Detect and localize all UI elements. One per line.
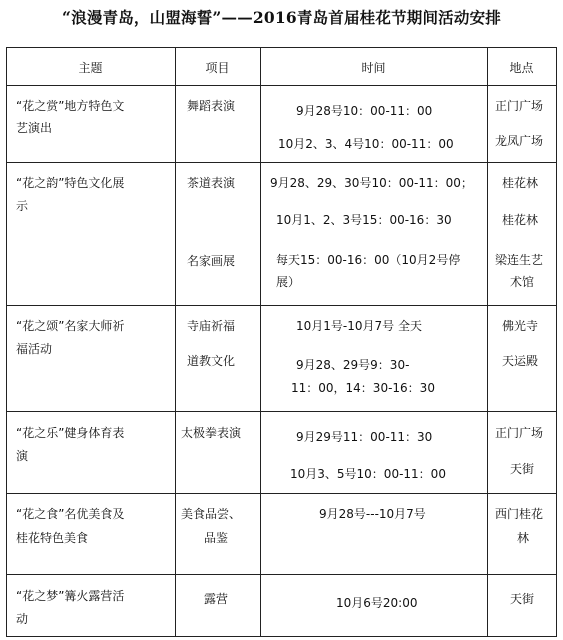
place-text: 龙凤广场: [495, 134, 544, 148]
theme-line: “花之颂”名家大师祈: [16, 319, 125, 333]
place-text: 天街: [510, 592, 535, 606]
header-theme: 主题: [78, 61, 103, 75]
theme-line: “花之梦”篝火露营活: [16, 589, 125, 603]
time-text: 9月28、29、30号10：00-11：00；: [270, 176, 473, 190]
time-text: 10月3、5号10：00-11：00: [290, 467, 446, 481]
item-text: 美食品尝、: [181, 507, 242, 521]
item-text: 品鉴: [204, 531, 229, 545]
place-text: 天街: [510, 462, 535, 476]
theme-line: 示: [16, 199, 29, 213]
item-text: 名家画展: [187, 254, 236, 268]
place-text: 正门广场: [495, 426, 544, 440]
time-text: 展）: [276, 275, 301, 289]
theme-line: 艺演出: [16, 121, 53, 135]
time-text: 10月2、3、4号10：00-11：00: [278, 137, 454, 151]
time-text: 9月28、29号9：30-: [296, 358, 410, 372]
header-place: 地点: [509, 61, 534, 75]
time-text: 9月28号10：00-11：00: [296, 104, 433, 118]
item-text: 茶道表演: [187, 176, 236, 190]
theme-line: “花之韵”特色文化展: [16, 176, 125, 190]
theme-line: 动: [16, 612, 29, 626]
place-text: 梁连生艺: [495, 253, 544, 267]
theme-line: 福活动: [16, 342, 53, 356]
item-text: 寺庙祈福: [187, 319, 236, 333]
place-text: 桂花林: [502, 213, 539, 227]
theme-line: “花之食”名优美食及: [16, 507, 125, 521]
item-text: 露营: [204, 592, 229, 606]
place-text: 桂花林: [502, 176, 539, 190]
place-text: 天运殿: [502, 354, 539, 368]
theme-line: 演: [16, 449, 29, 463]
place-text: 林: [517, 531, 530, 545]
theme-line: “花之赏”地方特色文: [16, 99, 125, 113]
place-text: 术馆: [510, 275, 535, 289]
page-title: “浪漫青岛，山盟海誓”——2016青岛首届桂花节期间活动安排: [62, 8, 501, 27]
time-text: 10月1、2、3号15：00-16：30: [276, 213, 452, 227]
time-text: 10月6号20:00: [336, 596, 418, 610]
place-text: 西门桂花: [495, 507, 544, 521]
item-text: 舞蹈表演: [187, 99, 236, 113]
header-item: 项目: [205, 61, 230, 75]
time-text: 9月29号11：00-11：30: [296, 430, 433, 444]
theme-line: 桂花特色美食: [16, 531, 89, 545]
place-text: 正门广场: [495, 99, 544, 113]
time-text: 9月28号---10月7号: [319, 507, 426, 521]
theme-line: “花之乐”健身体育表: [16, 426, 125, 440]
time-text: 每天15：00-16：00（10月2号停: [276, 253, 461, 267]
item-text: 道教文化: [187, 354, 236, 368]
schedule-table: [6, 47, 557, 637]
time-text: 10月1号-10月7号 全天: [296, 319, 422, 333]
time-text: 11：00，14：30-16：30: [291, 381, 435, 395]
item-text: 太极拳表演: [181, 426, 242, 440]
place-text: 佛光寺: [502, 319, 539, 333]
header-time: 时间: [361, 61, 386, 75]
